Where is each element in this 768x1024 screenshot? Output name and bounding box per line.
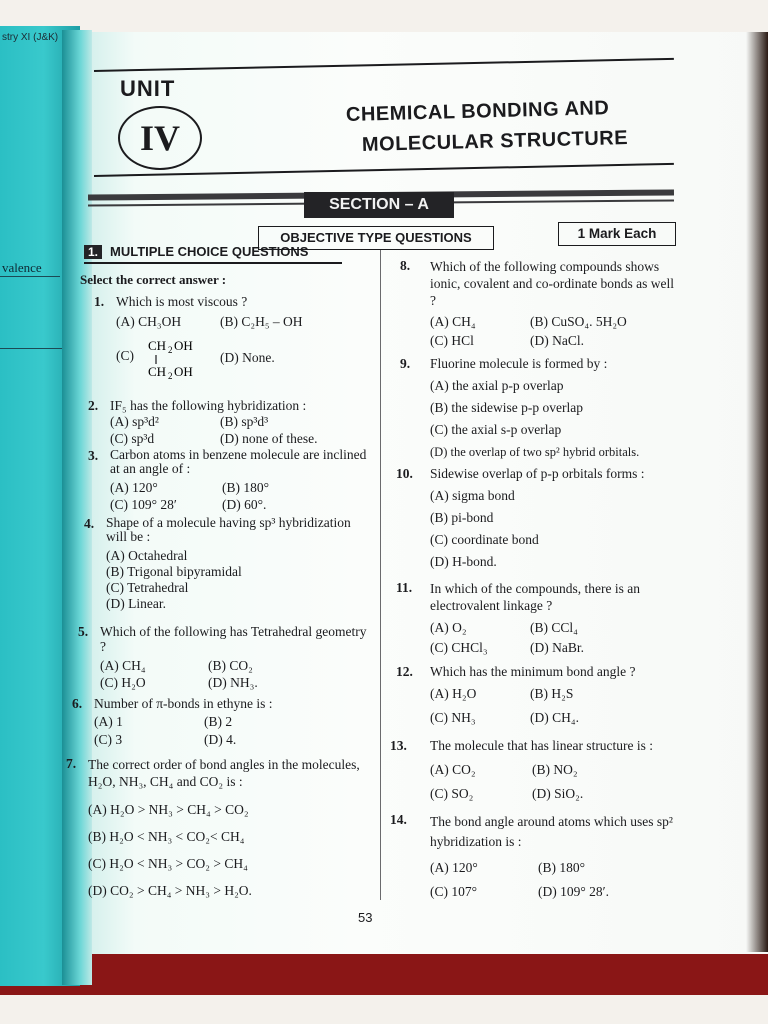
part-heading-rule bbox=[84, 262, 342, 264]
options bbox=[430, 314, 680, 349]
question-number: 9. bbox=[400, 356, 411, 371]
unit-label: UNIT bbox=[120, 76, 176, 101]
section-subheading: OBJECTIVE TYPE QUESTIONS bbox=[258, 226, 494, 250]
left-page-running-header: stry XI (J&K) bbox=[2, 32, 59, 43]
option-a: (A) 1 bbox=[94, 714, 123, 729]
page-number: 53 bbox=[358, 910, 373, 925]
part-number: 1. bbox=[84, 245, 102, 259]
option-c: (C) 109° 28′ bbox=[110, 497, 177, 512]
question-number: 2. bbox=[88, 398, 99, 413]
column-divider bbox=[380, 250, 381, 900]
option-d: (D) 60°. bbox=[222, 497, 267, 512]
unit-number: IV bbox=[118, 106, 202, 170]
option-b: (B) Trigonal bipyramidal bbox=[106, 564, 242, 579]
svg-text:2: 2 bbox=[168, 371, 173, 381]
option-row-2 bbox=[116, 338, 376, 382]
option-b: (B) the sidewise p-p overlap bbox=[430, 400, 583, 415]
option-c: (C) HCl bbox=[430, 333, 474, 348]
option-d: (D) CH₄. bbox=[530, 710, 579, 725]
part-title: MULTIPLE CHOICE QUESTIONS bbox=[110, 244, 309, 259]
option-b: (B) CCl₄ bbox=[530, 620, 578, 635]
page-edge-shadow bbox=[746, 32, 768, 952]
question-number: 12. bbox=[396, 664, 413, 679]
option-b: (B) H₂O < NH₃ < CO₂< CH₄ bbox=[88, 829, 245, 844]
options bbox=[430, 620, 680, 656]
option-b: (B) 180° bbox=[222, 480, 270, 495]
option-d: (D) Linear. bbox=[106, 596, 166, 611]
option-a: (A) O₂ bbox=[430, 620, 467, 635]
question-text: Which has the minimum bond angle ? bbox=[430, 664, 636, 679]
marks-badge: 1 Mark Each bbox=[558, 222, 676, 246]
question-number: 8. bbox=[400, 258, 411, 273]
svg-text:CH: CH bbox=[148, 338, 167, 353]
ethylene-glycol-structure bbox=[148, 338, 208, 382]
option-d: (D) none of these. bbox=[220, 431, 318, 446]
options bbox=[100, 658, 358, 691]
option-d: (D) None. bbox=[220, 350, 275, 365]
option-d: (D) SiO₂. bbox=[532, 786, 584, 801]
option-a: (A) sigma bond bbox=[430, 488, 515, 503]
option-a: (A) 120° bbox=[430, 860, 478, 875]
options bbox=[430, 860, 688, 900]
question-number: 1. bbox=[94, 294, 105, 309]
option-b: (B) C₂H₅ – OH bbox=[220, 314, 303, 329]
question-text: The molecule that has linear structure is : bbox=[430, 738, 654, 753]
unit-badge bbox=[112, 78, 216, 173]
left-page-rule-2 bbox=[0, 348, 68, 349]
option-a: (A) 120° bbox=[110, 480, 158, 495]
options bbox=[106, 548, 242, 612]
option-d: (D) the overlap of two sp² hybrid orbitals. bbox=[430, 445, 640, 459]
svg-text:OH: OH bbox=[174, 338, 193, 353]
question-text: In which of the compounds, there is an electrovalent linkage ? bbox=[430, 581, 640, 613]
question-number: 10. bbox=[396, 466, 413, 481]
chapter-title-line-2: MOLECULAR STRUCTURE bbox=[361, 127, 629, 156]
option-a: (A) Octahedral bbox=[106, 548, 188, 563]
option-c: (C) NH₃ bbox=[430, 710, 476, 725]
options bbox=[430, 686, 680, 726]
chapter-title-line-1: CHEMICAL BONDING AND bbox=[345, 97, 610, 126]
part-heading bbox=[84, 244, 308, 259]
option-b: (B) pi-bond bbox=[430, 510, 494, 525]
question-text: Number of π-bonds in ethyne is : bbox=[94, 696, 273, 711]
option-a: (A) sp³d² bbox=[110, 414, 159, 429]
option-c: (C) H₂O bbox=[100, 675, 146, 690]
options bbox=[430, 378, 639, 460]
left-page-rule bbox=[0, 276, 60, 277]
question-text: Carbon atoms in benzene molecule are inclined at an angle of : bbox=[110, 447, 367, 476]
option-c: (C) bbox=[116, 348, 134, 363]
option-a: (A) CH₃OH bbox=[116, 314, 182, 329]
options bbox=[430, 488, 539, 570]
options bbox=[110, 414, 370, 447]
question-number: 4. bbox=[84, 516, 95, 531]
section-title: SECTION – A bbox=[304, 192, 454, 218]
option-a: (A) CH₄ bbox=[100, 658, 146, 673]
option-c: (C) coordinate bond bbox=[430, 532, 539, 547]
option-a: (A) CH₄ bbox=[430, 314, 476, 329]
question-text: The correct order of bond angles in the molecules, H₂O, NH₃, CH₄ and CO₂ is : bbox=[88, 757, 360, 789]
option-a: (A) H₂O bbox=[430, 686, 477, 701]
option-d: (D) NaCl. bbox=[530, 333, 584, 348]
option-c: (C) the axial s-p overlap bbox=[430, 422, 562, 437]
options bbox=[94, 714, 354, 748]
svg-text:2: 2 bbox=[168, 345, 173, 355]
option-a: (A) the axial p-p overlap bbox=[430, 378, 564, 393]
question-text: Which is most viscous ? bbox=[116, 294, 248, 309]
option-d: (D) 109° 28′. bbox=[538, 884, 609, 899]
option-b: (B) sp³d³ bbox=[220, 414, 269, 429]
option-b: (B) 2 bbox=[204, 714, 233, 729]
option-a: (A) H₂O > NH₃ > CH₄ > CO₂ bbox=[88, 802, 249, 817]
question-number: 6. bbox=[72, 696, 83, 711]
option-b: (B) H₂S bbox=[530, 686, 574, 701]
option-c: (C) SO₂ bbox=[430, 786, 474, 801]
option-c: (C) 107° bbox=[430, 884, 478, 899]
option-b: (B) CO₂ bbox=[208, 658, 253, 673]
question-text: Which of the following has Tetrahedral geometry ? bbox=[100, 624, 367, 654]
question-number: 7. bbox=[66, 756, 77, 771]
question-text: The bond angle around atoms which uses sp² hybridization is : bbox=[430, 814, 673, 849]
question-number: 3. bbox=[88, 448, 99, 463]
options bbox=[88, 802, 252, 899]
options bbox=[116, 314, 370, 330]
option-c: (C) CHCl₃ bbox=[430, 640, 488, 655]
svg-text:OH: OH bbox=[174, 364, 193, 379]
instruction-text: Select the correct answer : bbox=[80, 272, 227, 287]
option-b: (B) NO₂ bbox=[532, 762, 578, 777]
question-number: 14. bbox=[390, 812, 407, 827]
question-number: 13. bbox=[390, 738, 407, 753]
left-page-fragment: valence bbox=[2, 260, 42, 275]
option-c: (C) H₂O < NH₃ > CO₂ > CH₄ bbox=[88, 856, 248, 871]
option-c: (C) Tetrahedral bbox=[106, 580, 189, 595]
option-c: (C) sp³d bbox=[110, 431, 155, 446]
question-text: IF₅ has the following hybridization : bbox=[110, 398, 307, 413]
options bbox=[110, 480, 372, 513]
options bbox=[430, 762, 682, 802]
option-d: (D) NH₃. bbox=[208, 675, 258, 690]
question-number: 5. bbox=[78, 624, 89, 639]
option-d: (D) 4. bbox=[204, 732, 237, 747]
question-text: Sidewise overlap of p-p orbitals forms : bbox=[430, 466, 645, 481]
question-text: Fluorine molecule is formed by : bbox=[430, 356, 608, 371]
option-c: (C) 3 bbox=[94, 732, 123, 747]
svg-text:CH: CH bbox=[148, 364, 167, 379]
option-d: (D) CO₂ > CH₄ > NH₃ > H₂O. bbox=[88, 883, 252, 898]
table-surface-bottom bbox=[0, 995, 768, 1024]
question-number: 11. bbox=[396, 580, 413, 595]
option-d: (D) H-bond. bbox=[430, 554, 497, 569]
option-b: (B) CuSO₄. 5H₂O bbox=[530, 314, 627, 329]
option-d: (D) NaBr. bbox=[530, 640, 584, 655]
option-a: (A) CO₂ bbox=[430, 762, 476, 777]
question-text: Shape of a molecule having sp³ hybridization will be : bbox=[106, 515, 351, 544]
option-b: (B) 180° bbox=[538, 860, 586, 875]
question-text: Which of the following compounds shows ionic, covalent and co-ordinate bonds as well ? bbox=[430, 259, 675, 308]
